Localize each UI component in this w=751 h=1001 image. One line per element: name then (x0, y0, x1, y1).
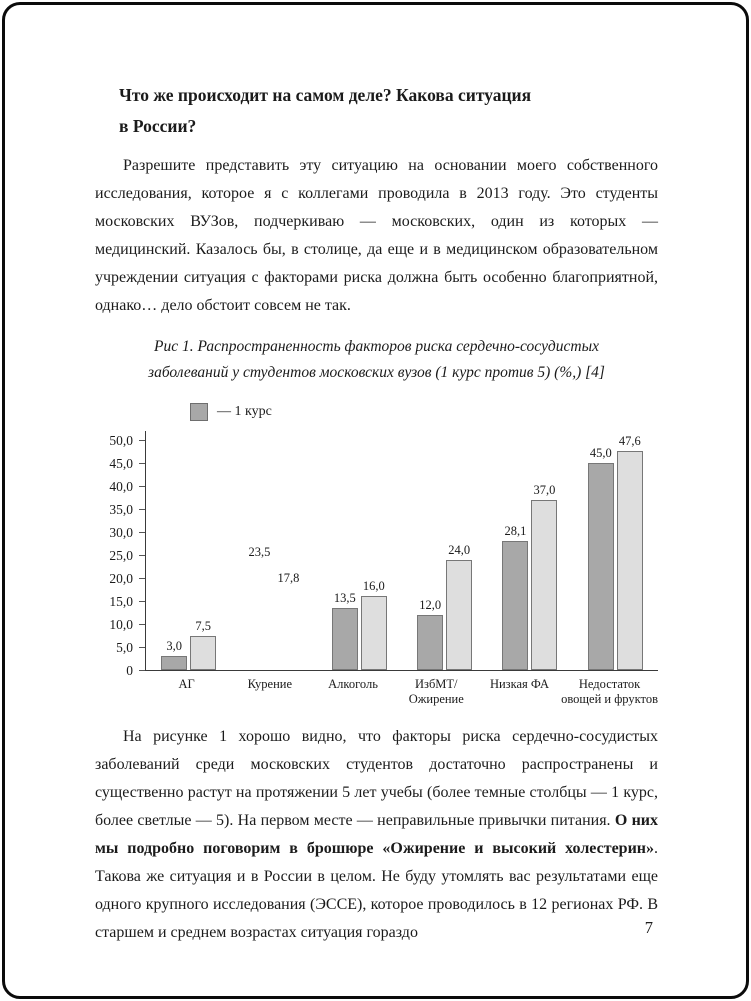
bar-value-label: 28,1 (504, 523, 527, 538)
x-axis-category-label: АГ (178, 677, 195, 691)
y-axis-tick-label: 30,0 (109, 525, 133, 540)
x-axis-category-label: Недостаток овощей и фруктов (561, 677, 659, 706)
chart-groups (146, 431, 658, 670)
legend-label: — 1 курс (217, 404, 272, 419)
bar-column (275, 571, 301, 670)
bar-group (317, 431, 402, 670)
bar-column (502, 524, 528, 670)
y-axis-tick-label: 35,0 (109, 502, 133, 517)
chart-x-axis-row (145, 677, 658, 707)
bar-value-label: 23,5 (248, 544, 271, 559)
y-axis-tick-label: 0 (126, 663, 133, 678)
paragraph-2-bold-text: О них мы подробно поговорим в брошюре «Ожирение и высокий холестерин» (95, 812, 659, 857)
x-axis-category-label: Алкоголь (328, 677, 378, 691)
bar-column (446, 543, 472, 670)
bar-value-label: 16,0 (362, 579, 385, 594)
figure-caption-line2: заболеваний у студентов московских вузов (1 курс против 5) (%,) [4] (148, 364, 605, 381)
bar-group (573, 431, 658, 670)
bar-1-курс (588, 463, 614, 670)
bar-column (361, 579, 387, 670)
bar-column (246, 545, 272, 670)
bar-1-курс (161, 656, 187, 670)
paragraph-2-text: На рисунке 1 хорошо видно, что факторы риска сердечно-сосудистых заболеваний среди московских студентов достаточно распространены и существенно растут на протяжении 5 лет учебы (более темные столбцы — 1 курс, более светлые — 5). На первом месте — неправильные привычки питания. (95, 728, 658, 829)
page-content (95, 80, 658, 947)
section-heading (119, 80, 658, 142)
bar-value-label: 13,5 (333, 590, 356, 605)
bar-group (487, 431, 572, 670)
y-axis-tick-label: 45,0 (109, 456, 133, 471)
bar-column (190, 619, 216, 671)
bar-column (417, 598, 443, 670)
bar-5-курс (531, 500, 557, 670)
chart-x-labels (145, 677, 658, 707)
y-axis-tick-label: 10,0 (109, 617, 133, 632)
bar-value-label: 17,8 (277, 571, 300, 586)
figure-caption (95, 334, 658, 386)
chart-plot (145, 431, 658, 671)
bar-value-label: 37,0 (533, 482, 556, 497)
bar-5-курс (190, 636, 216, 671)
legend-swatch-icon (190, 403, 208, 421)
bar-1-курс (332, 608, 358, 670)
page-number: 7 (644, 918, 653, 937)
x-axis-category-label: Курение (247, 677, 293, 691)
y-axis-tick-label: 5,0 (116, 640, 133, 655)
bar-group (231, 431, 316, 670)
bar-column (588, 446, 614, 670)
bar-column (161, 639, 187, 670)
x-axis-category-label: Низкая ФА (489, 677, 550, 691)
bar-column (531, 483, 557, 670)
bar-value-label: 47,6 (618, 434, 641, 449)
y-axis-tick-label: 25,0 (109, 548, 133, 563)
bar-column (332, 591, 358, 670)
bar-value-label: 7,5 (195, 618, 211, 633)
chart-legend (190, 402, 658, 422)
section-heading-line1: Что же происходит на самом деле? Какова ситуация (119, 85, 532, 105)
paragraph-2-text-end: . Такова же ситуация и в России в целом. Не буду утомлять вас результатами еще одного крупного исследования (ЭССЕ), которое проводилось в 12 регионах РФ. В старшем и среднем возрастах ситуация гораздо (95, 840, 658, 941)
section-heading-line2: в России? (119, 116, 197, 136)
bar-1-курс (417, 615, 443, 670)
bar-value-label: 45,0 (589, 446, 612, 460)
chart-y-axis (95, 431, 145, 678)
figure-caption-line1: Рис 1. Распространенность факторов риска сердечно-сосудистых (154, 338, 599, 355)
y-axis-tick-label: 20,0 (109, 571, 133, 586)
bar-group (402, 431, 487, 670)
x-axis-category-label: ИзбМТ/ Ожирение (408, 677, 464, 706)
paragraph-1: Разрешите представить эту ситуацию на основании моего собственного исследования, которое я с коллегами проводила в 2013 году. Это студенты московских ВУЗов, подчеркиваю — московских, один из которых — медицинский. Казалось бы, в столице, да еще и в медицинском образовательном учреждении ситуация с факторами риска должна быть особенно благоприятной, однако… дело обстоит совсем не так. (95, 157, 658, 314)
bar-5-курс (446, 560, 472, 670)
paragraph-2 (95, 723, 658, 947)
figure-1-bar-chart (95, 402, 658, 707)
bar-column (617, 434, 643, 670)
bar-group (146, 431, 231, 670)
y-axis-tick-label: 50,0 (109, 433, 133, 448)
bar-5-курс (617, 451, 643, 670)
bar-1-курс (502, 541, 528, 670)
bar-value-label: 3,0 (166, 639, 182, 654)
bar-value-label: 12,0 (419, 597, 442, 612)
y-axis-tick-label: 15,0 (109, 594, 133, 609)
bar-value-label: 24,0 (448, 542, 471, 557)
y-axis-tick-label: 40,0 (109, 479, 133, 494)
chart-body (95, 431, 658, 678)
bar-5-курс (361, 596, 387, 670)
